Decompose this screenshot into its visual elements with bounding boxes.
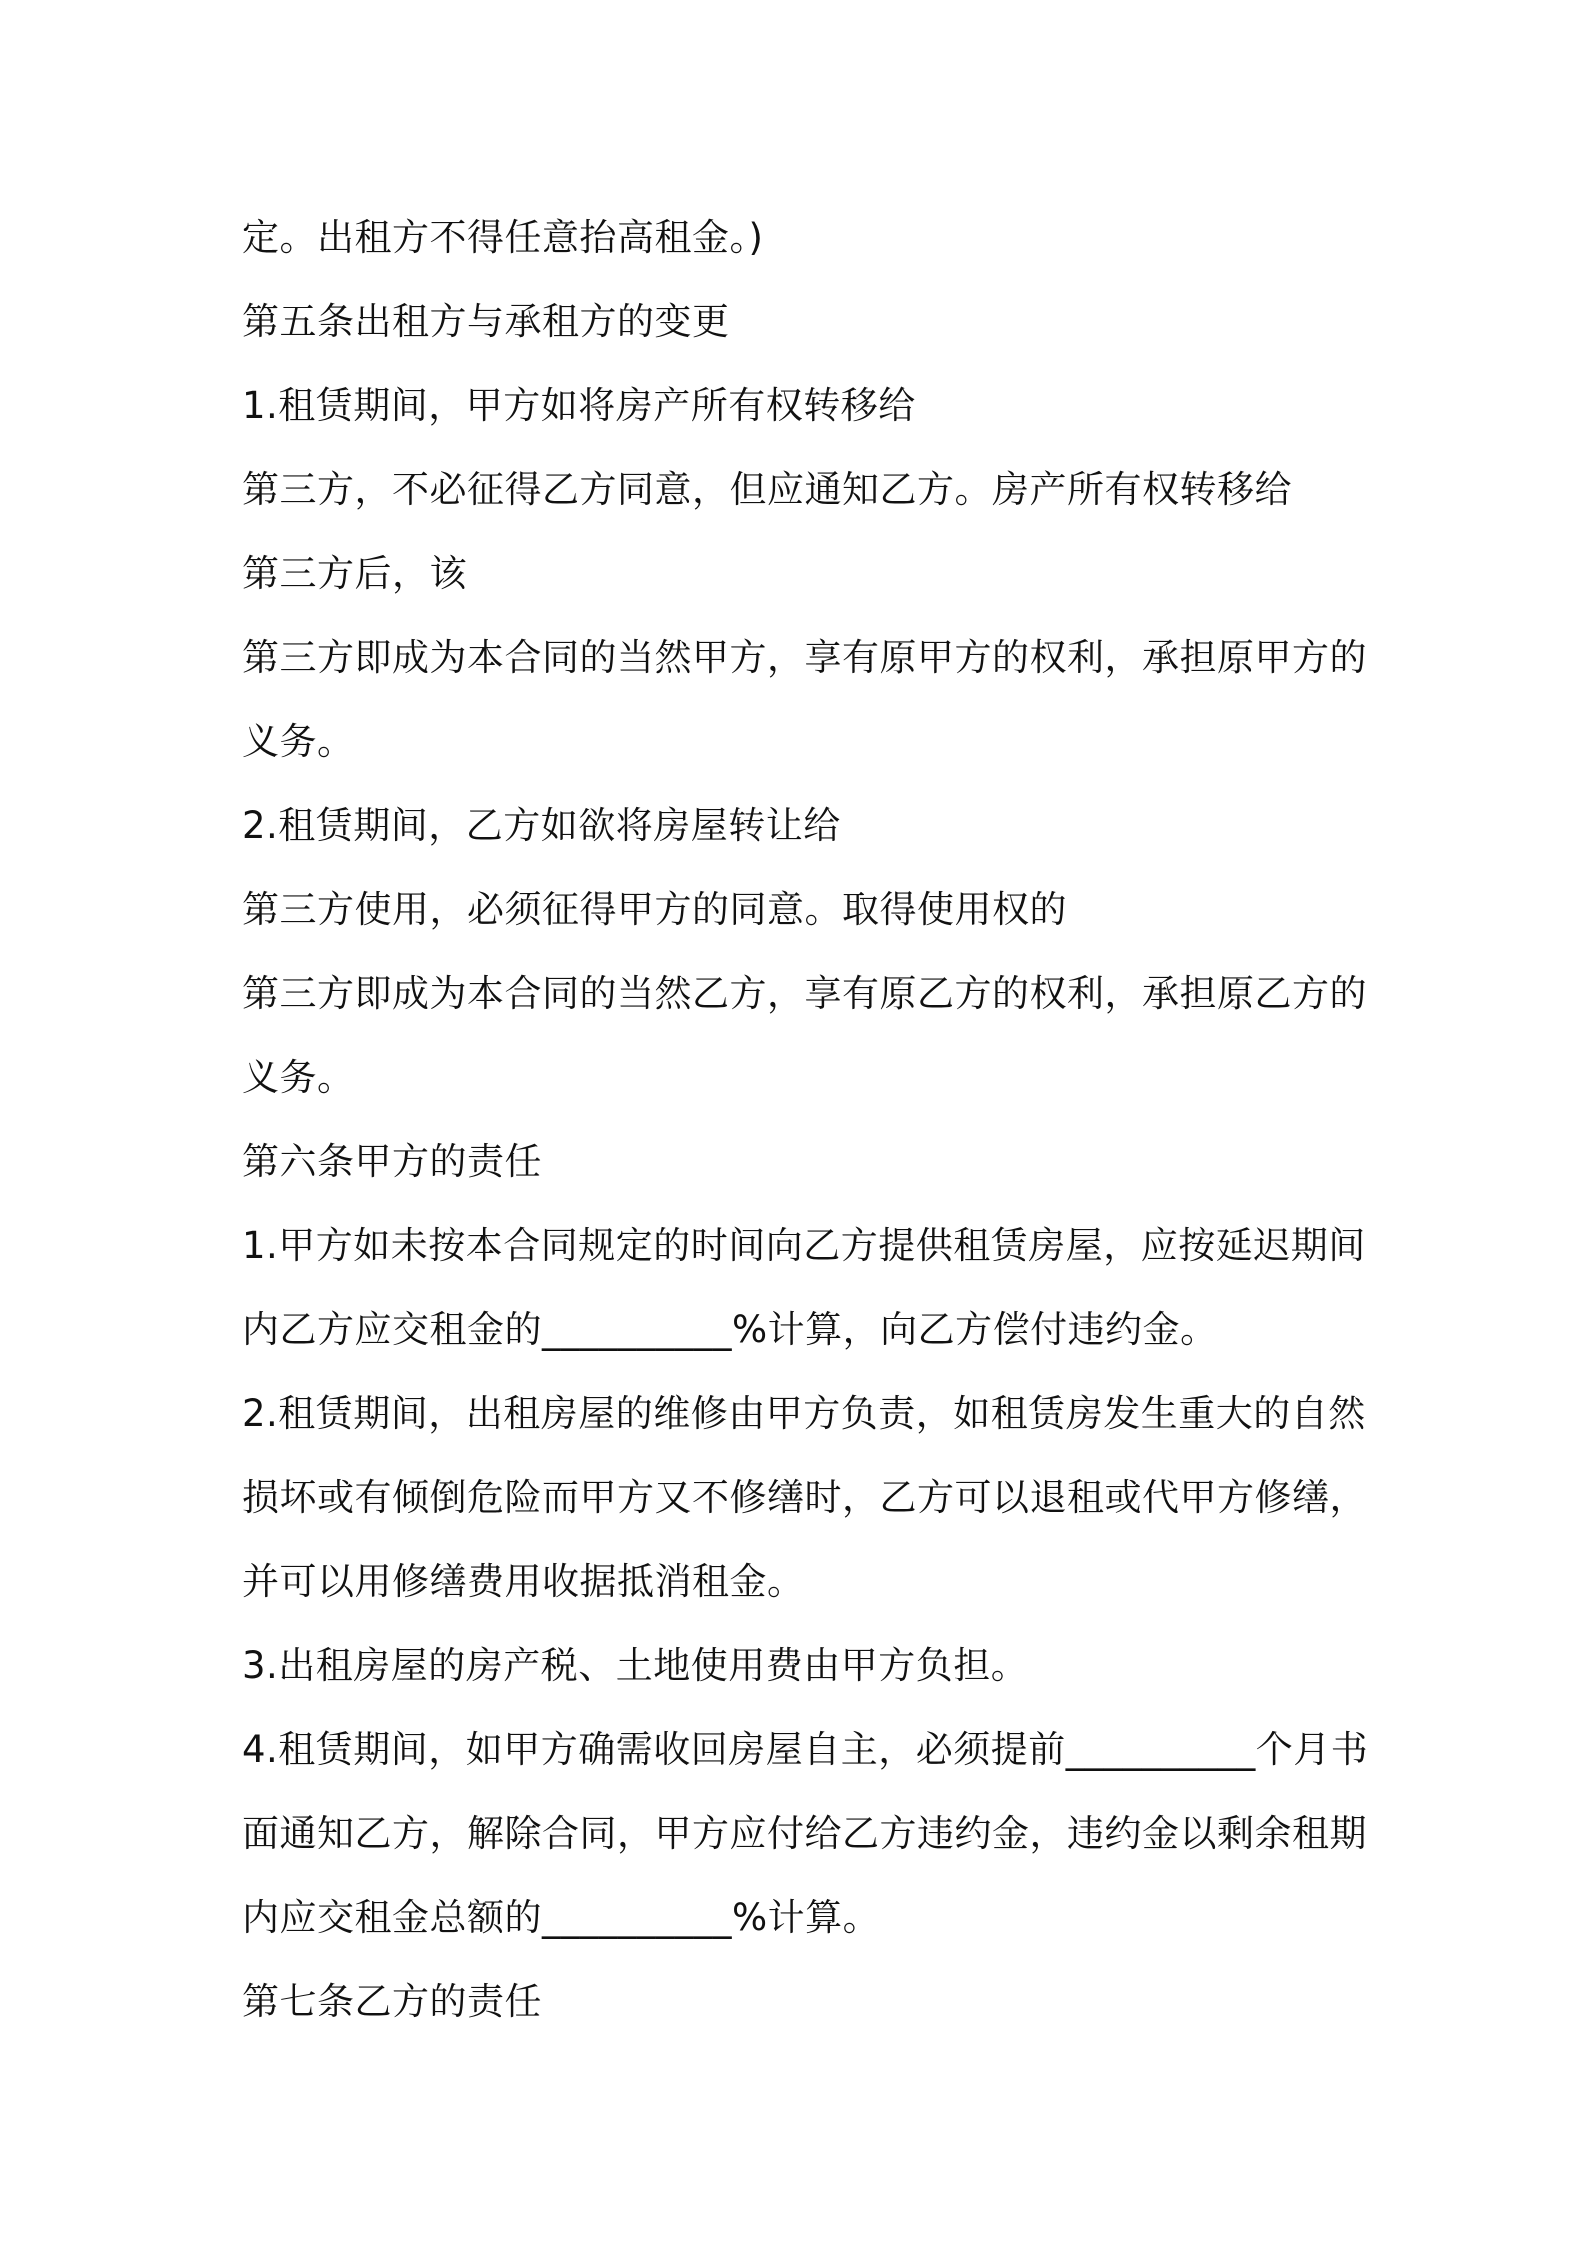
- text-line-14: 内乙方应交租金的__________%计算，向乙方偿付违约金。: [242, 1308, 1218, 1351]
- article-7-heading: 第七条乙方的责任: [242, 1980, 542, 2023]
- article-6-heading: 第六条甲方的责任: [242, 1140, 542, 1183]
- text-line-5: 第三方后，该: [242, 552, 467, 595]
- text-line-4: 第三方，不必征得乙方同意，但应通知乙方。房产所有权转移给: [242, 468, 1292, 511]
- text-line-10: 第三方即成为本合同的当然乙方，享有原乙方的权利，承担原乙方的: [242, 972, 1367, 1015]
- text-line-13: 1.甲方如未按本合同规定的时间向乙方提供租赁房屋，应按延迟期间: [242, 1224, 1366, 1267]
- text-line-7: 义务。: [242, 720, 355, 763]
- text-line-6: 第三方即成为本合同的当然甲方，享有原甲方的权利，承担原甲方的: [242, 636, 1367, 679]
- text-line-18: 3.出租房屋的房产税、土地使用费由甲方负担。: [242, 1644, 1029, 1687]
- text-line-17: 并可以用修缮费用收据抵消租金。: [242, 1560, 805, 1603]
- text-line-20: 面通知乙方，解除合同，甲方应付给乙方违约金，违约金以剩余租期: [242, 1812, 1367, 1855]
- text-line-11: 义务。: [242, 1056, 355, 1099]
- text-line-19: 4.租赁期间，如甲方确需收回房屋自主，必须提前__________个月书: [242, 1728, 1369, 1771]
- text-line-21: 内应交租金总额的__________%计算。: [242, 1896, 881, 1939]
- document-body: [242, 196, 1369, 2044]
- text-line-15: 2.租赁期间，出租房屋的维修由甲方负责，如租赁房发生重大的自然: [242, 1392, 1366, 1435]
- text-line-1: 定。出租方不得任意抬高租金。): [242, 216, 764, 259]
- article-5-heading: 第五条出租方与承租方的变更: [242, 300, 730, 343]
- text-line-9: 第三方使用，必须征得甲方的同意。取得使用权的: [242, 888, 1067, 931]
- text-line-3: 1.租赁期间，甲方如将房产所有权转移给: [242, 384, 916, 427]
- text-line-8: 2.租赁期间，乙方如欲将房屋转让给: [242, 804, 841, 847]
- text-line-16: 损坏或有倾倒危险而甲方又不修缮时，乙方可以退租或代甲方修缮，: [242, 1476, 1367, 1519]
